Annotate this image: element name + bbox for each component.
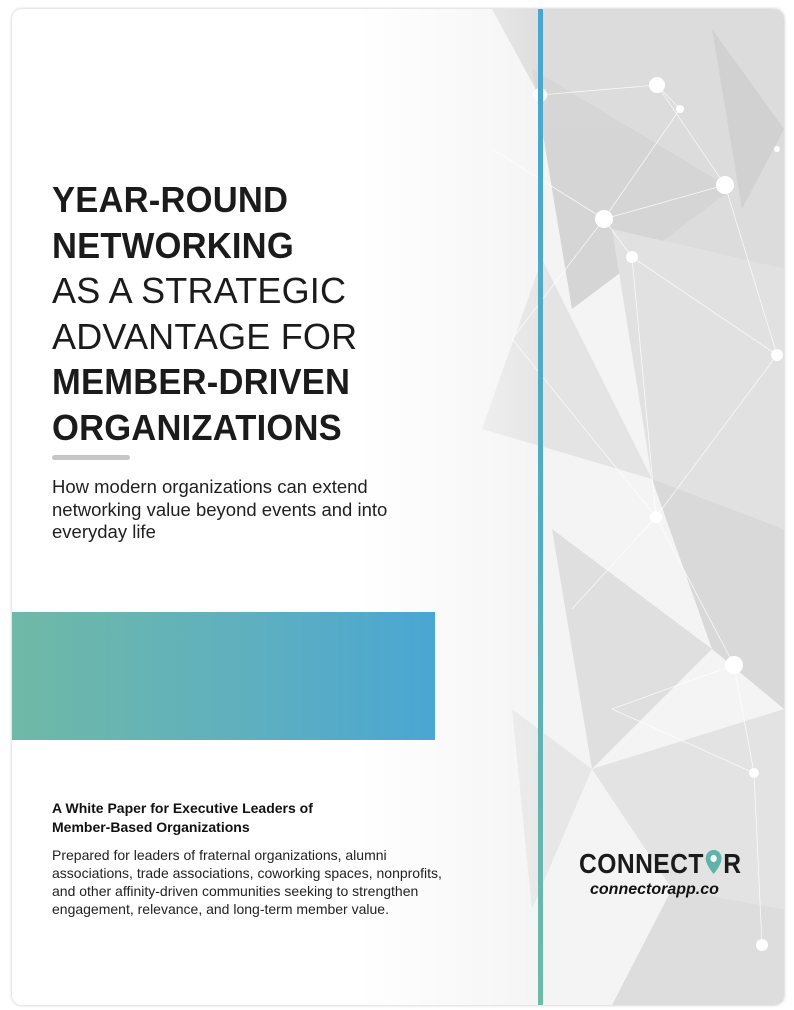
- cover-title: [52, 177, 512, 450]
- logo-wordmark: [579, 848, 742, 880]
- title-line-1: YEAR-ROUND: [52, 179, 289, 220]
- white-paper-heading: [52, 799, 432, 837]
- whitepaper-cover: [12, 9, 784, 1005]
- title-line-5: MEMBER-DRIVEN: [52, 361, 351, 402]
- vertical-accent-line: [538, 9, 543, 1005]
- logo-url[interactable]: connectorapp.co: [590, 881, 719, 898]
- title-line-2: NETWORKING: [52, 224, 294, 266]
- white-paper-heading-line-1: A White Paper for Executive Leaders of: [52, 800, 313, 816]
- title-line-4: ADVANTAGE FOR: [52, 315, 358, 357]
- connector-logo: [579, 849, 759, 879]
- accent-gradient-band: [12, 612, 435, 740]
- title-line-6: ORGANIZATIONS: [52, 406, 342, 448]
- title-line-3: AS A STRATEGIC: [52, 270, 347, 311]
- logo-word-main: CONNECT: [579, 848, 704, 879]
- map-pin-icon: [705, 849, 723, 875]
- title-divider: [52, 455, 130, 460]
- cover-subtitle: How modern organizations can extend networking value beyond events and into everyday life: [52, 476, 388, 542]
- white-paper-heading-line-2: Member-Based Organizations: [52, 819, 250, 835]
- logo-word-tail: R: [723, 848, 742, 879]
- white-paper-description: Prepared for leaders of fraternal organizations, alumni associations, trade associations, coworking spaces, nonprofits, and other affinity-driven communities seeking to strengthen engagement, relevance, and long-term member value.: [52, 847, 442, 917]
